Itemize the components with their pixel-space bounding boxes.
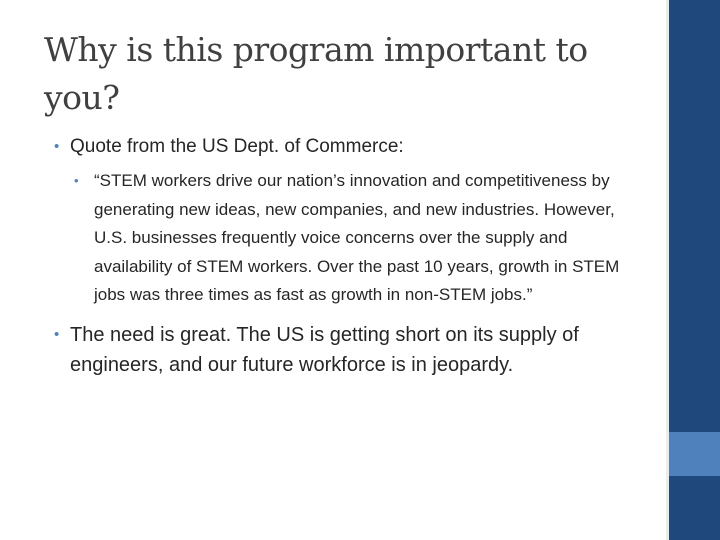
side-bar-top-block xyxy=(669,0,720,432)
slide-title: Why is this program important to you? xyxy=(44,30,588,117)
side-bar-accent-block xyxy=(669,432,720,476)
bullet-dot-icon: • xyxy=(74,173,79,188)
bullet-text: Quote from the US Dept. of Commerce: xyxy=(70,136,404,157)
bullet-text: The need is great. The US is getting short on its supply of engineers, and our future workforce is in jeopardy. xyxy=(70,323,579,376)
bullet-quote-intro xyxy=(54,132,644,161)
sub-bullet-quote xyxy=(74,167,644,310)
side-bar-bottom-block xyxy=(669,476,720,540)
bullet-dot-icon: • xyxy=(54,325,60,343)
bullet-dot-icon: • xyxy=(54,138,60,155)
quote-text: “STEM workers drive our nation’s innovation and competitiveness by generating new ideas, new companies, and new industries. However, U.S. businesses frequently voice concerns over the supply and availability of STEM workers. Over the past 10 years, growth in STEM jobs was three times as fast as growth in non-STEM jobs.” xyxy=(94,171,620,304)
bullet-need xyxy=(54,320,644,380)
slide-body xyxy=(54,132,644,380)
